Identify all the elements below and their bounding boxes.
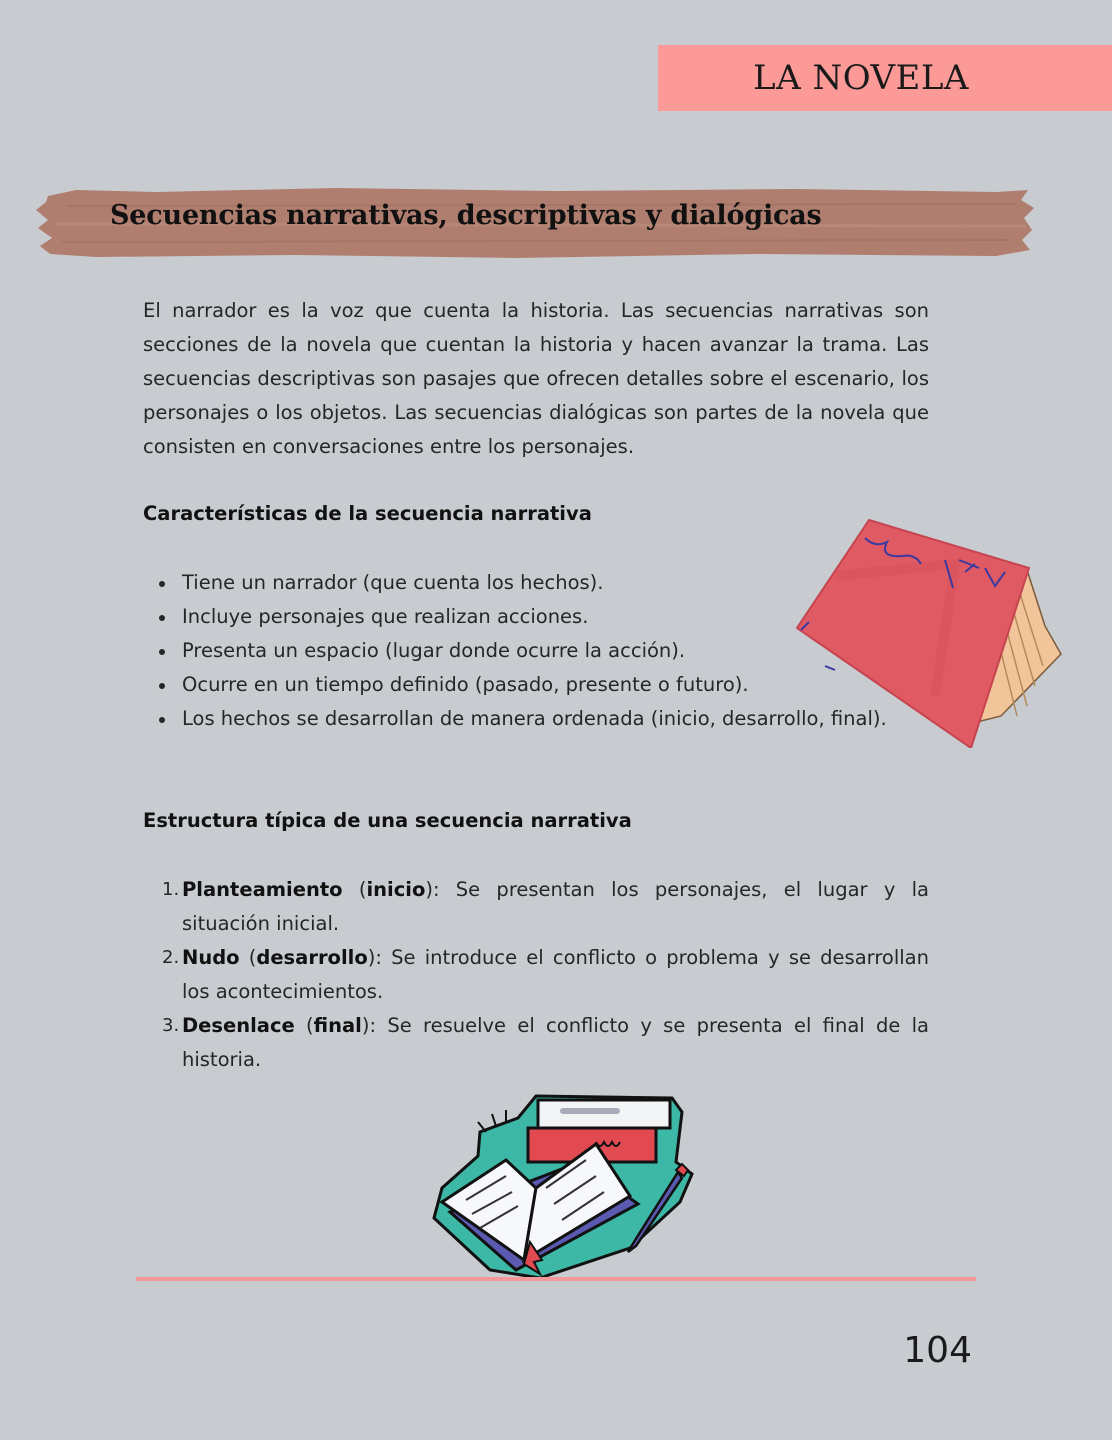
chapter-tag <box>658 45 1112 111</box>
list-item: 1. Planteamiento (inicio): Se presentan los personajes, el lugar y la situación inicial. <box>143 873 929 941</box>
page-number: 104 <box>903 1330 972 1371</box>
step-term: Desenlace <box>182 1014 295 1037</box>
step-term: Planteamiento <box>182 878 343 901</box>
structure-heading: Estructura típica de una secuencia narrativa <box>143 809 632 832</box>
red-book-illustration <box>795 516 1063 748</box>
list-item: Ocurre en un tiempo definido (pasado, presente o futuro). <box>143 668 929 702</box>
books-illustration <box>420 1092 696 1282</box>
step-number: 2. <box>162 947 180 968</box>
step-term: Nudo <box>182 946 240 969</box>
characteristics-heading: Características de la secuencia narrativa <box>143 502 592 525</box>
step-paren: desarrollo <box>256 946 368 969</box>
step-text: : Se presentan los personajes, el lugar y la situación inicial. <box>182 878 930 935</box>
list-item: 2. Nudo (desarrollo): Se introduce el conflicto o problema y se desarrollan los acontecimientos. <box>143 941 929 1009</box>
section-title: Secuencias narrativas, descriptivas y dialógicas <box>110 200 822 231</box>
footer-divider <box>136 1277 976 1281</box>
intro-paragraph: El narrador es la voz que cuenta la historia. Las secuencias narrativas son secciones de la novela que cuentan la historia y hacen avanzar la trama. Las secuencias descriptivas son pasajes que ofrecen detalles sobre el escenario, los personajes o los objetos. Las secuencias dialógicas son partes de la novela que consisten en conversaciones entre los personajes. <box>143 299 929 458</box>
list-item: Incluye personajes que realizan acciones. <box>143 600 929 634</box>
step-number: 3. <box>162 1015 180 1036</box>
list-item: Los hechos se desarrollan de manera ordenada (inicio, desarrollo, final). <box>143 702 929 736</box>
structure-list <box>143 873 929 1077</box>
step-text: : Se introduce el conflicto o problema y se desarrollan los acontecimientos. <box>182 946 929 1003</box>
step-paren: final <box>313 1014 362 1037</box>
list-item: 3. Desenlace (final): Se resuelve el conflicto y se presenta el final de la historia. <box>143 1009 929 1077</box>
chapter-title: LA NOVELA <box>753 58 969 98</box>
step-text: : Se resuelve el conflicto y se presenta el final de la historia. <box>182 1014 930 1071</box>
list-item: Tiene un narrador (que cuenta los hechos). <box>143 566 929 600</box>
step-paren: inicio <box>366 878 426 901</box>
list-item: Presenta un espacio (lugar donde ocurre la acción). <box>143 634 929 668</box>
step-number: 1. <box>162 879 180 900</box>
